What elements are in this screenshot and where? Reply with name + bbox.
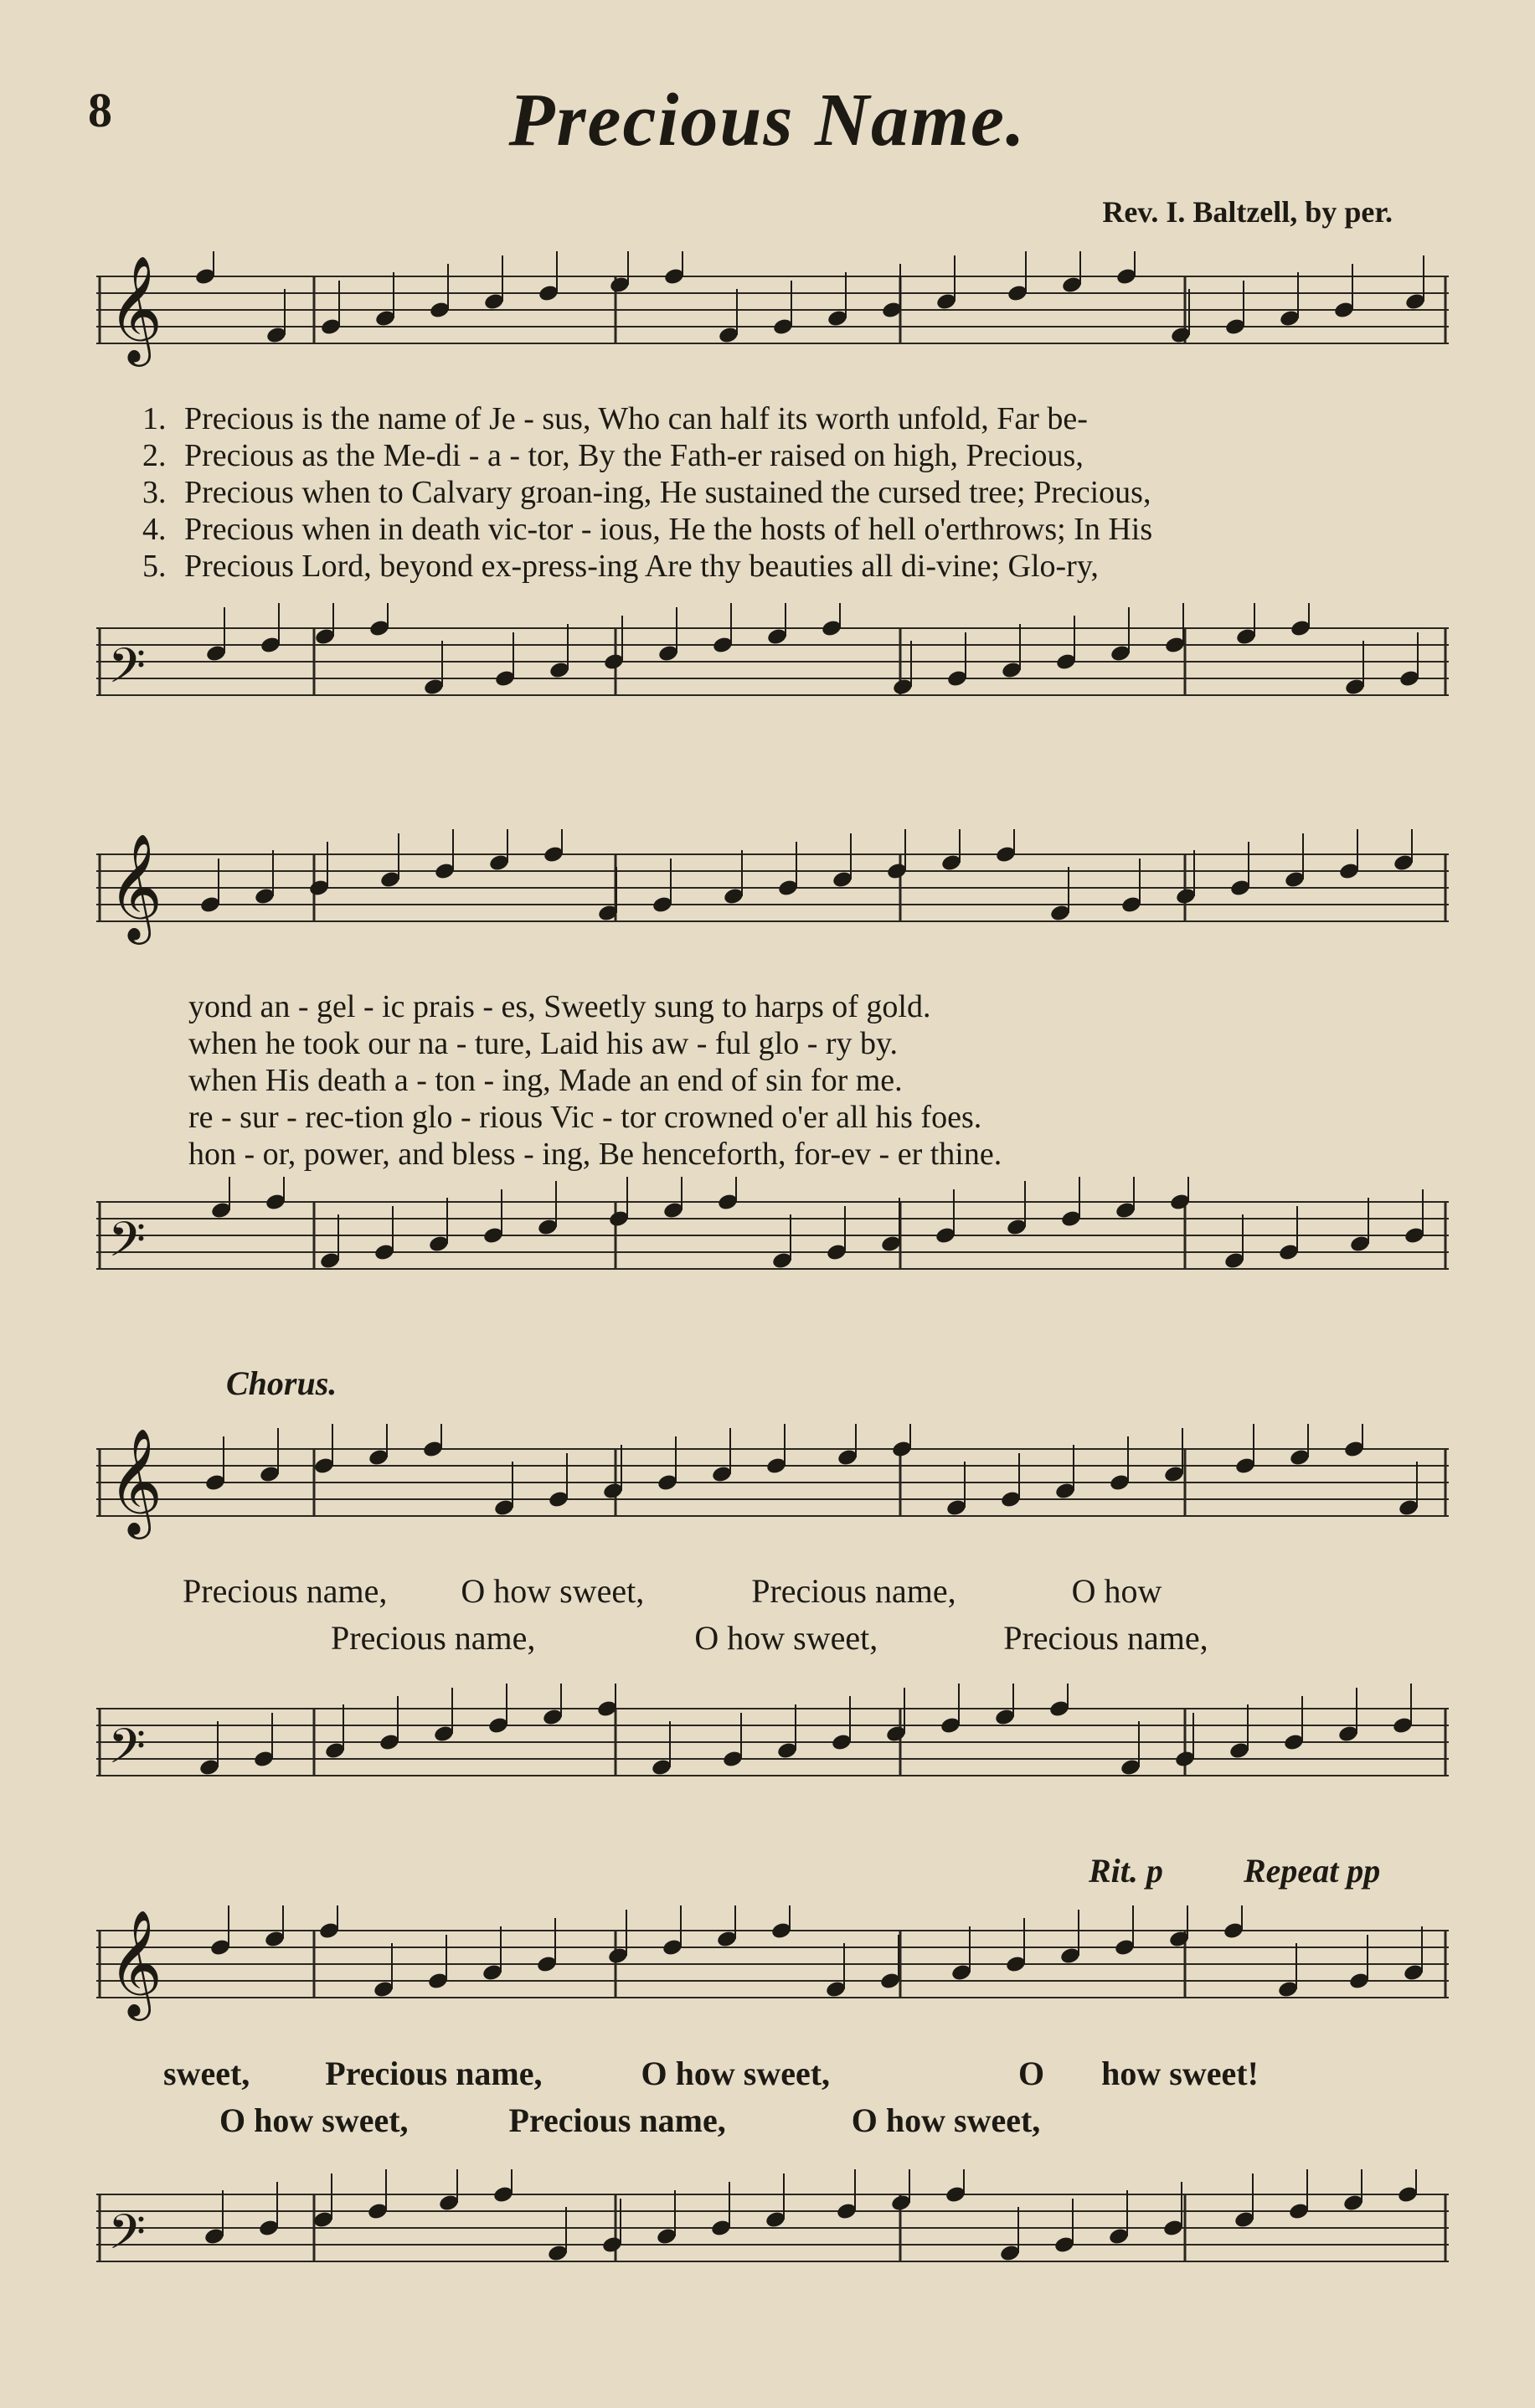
bass-clef-icon: 𝄢: [108, 637, 147, 706]
system-3: [96, 1424, 1449, 1566]
system-4: [96, 1905, 1449, 2048]
bass-staff: [96, 2169, 1449, 2312]
system-2: [96, 829, 1449, 972]
treble-staff: [96, 1424, 1449, 1566]
chorus-upper-2: sweet, Precious name, O how sweet, O how sweet!: [163, 2055, 1259, 2092]
chorus-upper-1: Precious name, O how sweet, Precious name, O how: [183, 1572, 1162, 1610]
verse-lines-2: yond an - gel - ic prais - es, Sweetly sung to harps of gold. when he took our na - ture, Laid his aw - ful glo - ry by. when His death a - ton - ing, Made an end of sin for me. re - sur - rec-tion glo - rious Vic - tor crowned o'er all his foes. hon - or, power, and bless - ing, Be henceforth, for-ev - er thine.: [188, 989, 1002, 1172]
system-1: [96, 251, 1449, 394]
author-credit: Rev. I. Baltzell, by per.: [1102, 195, 1393, 229]
treble-staff: [96, 251, 1449, 394]
rit-marking: Rit. p: [1089, 1852, 1163, 1890]
page-number: 8: [88, 83, 112, 137]
chorus-label: Chorus.: [226, 1364, 337, 1402]
chorus-lower-1: Precious name, O how sweet, Precious name,: [331, 1619, 1208, 1657]
system-2-bass: [96, 1177, 1449, 1319]
system-3-bass: [96, 1684, 1449, 1826]
system-1-bass: [96, 603, 1449, 745]
system-4-bass: [96, 2169, 1449, 2312]
treble-clef-icon: 𝄞: [108, 833, 163, 940]
bass-clef-icon: 𝄢: [108, 2204, 147, 2272]
treble-staff: [96, 1905, 1449, 2048]
verse-lines-1: 1. Precious is the name of Je - sus, Who can half its worth unfold, Far be- 2. Precious as the Me-di - a - tor, By the Fath-er raised on high, Precious, 3. Precious when to Calvary groan-ing, He sustained the cursed tree; Precious, 4. Precious when in death vic-tor - ious, He the hosts of hell o'erthrows; In His 5. Precious Lord, beyond ex-press-ing Are thy beauties all di-vine; Glo-ry,: [142, 401, 1153, 584]
treble-clef-icon: 𝄞: [108, 255, 163, 362]
bass-clef-icon: 𝄢: [108, 1211, 147, 1280]
treble-staff: [96, 829, 1449, 972]
bass-staff: [96, 1684, 1449, 1826]
repeat-marking: Repeat pp: [1244, 1852, 1381, 1890]
treble-clef-icon: 𝄞: [108, 1427, 163, 1534]
bass-clef-icon: 𝄢: [108, 1718, 147, 1787]
chorus-lower-2: O how sweet, Precious name, O how sweet,: [219, 2101, 1041, 2139]
bass-staff: [96, 1177, 1449, 1319]
bass-staff: [96, 603, 1449, 745]
treble-clef-icon: 𝄞: [108, 1909, 163, 2016]
hymn-title: Precious Name.: [508, 79, 1027, 162]
